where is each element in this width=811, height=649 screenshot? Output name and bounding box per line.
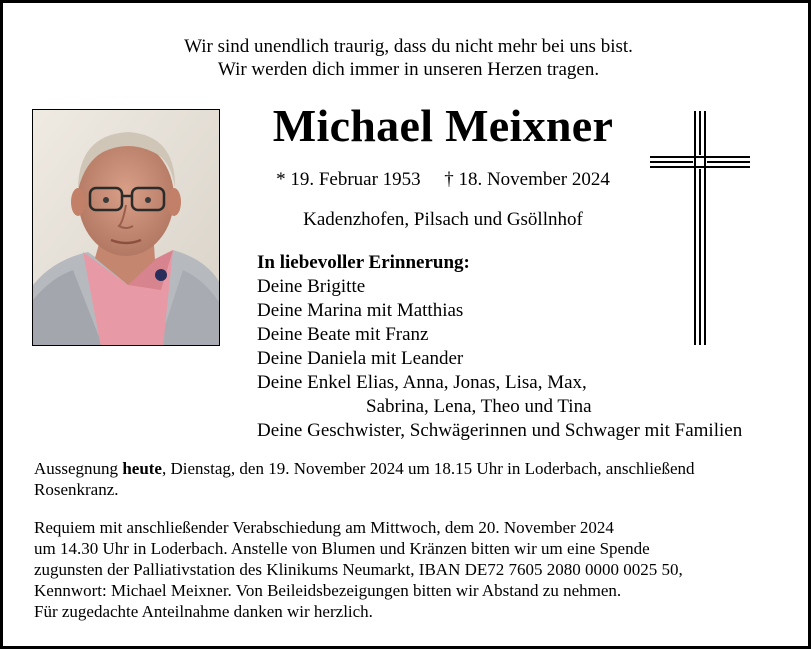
requiem-paragraph — [34, 517, 683, 622]
blessing-line-2: Rosenkranz. — [34, 480, 119, 499]
birth-date: * 19. Februar 1953 — [276, 169, 421, 190]
life-dates — [248, 169, 638, 191]
blessing-prefix: Aussegnung — [34, 459, 123, 478]
blessing-highlight: heute — [122, 459, 162, 478]
deceased-name: Michael Meixner — [272, 100, 614, 151]
mourner-line: Deine Brigitte — [257, 276, 366, 297]
mourner-line: Sabrina, Lena, Theo und Tina — [366, 396, 592, 417]
requiem-line: zugunsten der Palliativstation des Klinikums Neumarkt, IBAN DE72 7605 2080 0000 0025 50, — [34, 560, 683, 579]
portrait-photo — [32, 109, 220, 346]
blessing-paragraph — [34, 458, 695, 500]
mourner-line: Deine Marina mit Matthias — [257, 300, 464, 321]
requiem-line: Für zugedachte Anteilnahme danken wir herzlich. — [34, 602, 373, 621]
requiem-line: Kennwort: Michael Meixner. Von Beileidsbezeigungen bitten wir Abstand zu nehmen. — [34, 581, 622, 600]
home-places: Kadenzhofen, Pilsach und Gsöllnhof — [303, 209, 583, 230]
motto-line-2: Wir werden dich immer in unseren Herzen tragen. — [217, 59, 600, 80]
mourner-line: Deine Daniela mit Leander — [257, 348, 464, 369]
mourners-heading: In liebevoller Erinnerung: — [257, 252, 470, 273]
death-date: † 18. November 2024 — [444, 169, 610, 190]
requiem-line: Requiem mit anschließender Verabschiedung am Mittwoch, dem 20. November 2024 — [34, 518, 614, 537]
requiem-line: um 14.30 Uhr in Loderbach. Anstelle von Blumen und Kränzen bitten wir um eine Spende — [34, 539, 650, 558]
motto-line-1: Wir sind unendlich traurig, dass du nicht mehr bei uns bist. — [184, 36, 633, 57]
mourner-line: Deine Enkel Elias, Anna, Jonas, Lisa, Max, — [257, 372, 587, 393]
mourner-line: Deine Geschwister, Schwägerinnen und Schwager mit Familien — [257, 420, 743, 441]
latin-cross-icon — [648, 109, 752, 347]
mourner-line: Deine Beate mit Franz — [257, 324, 429, 345]
blessing-text: , Dienstag, den 19. November 2024 um 18.15 Uhr in Loderbach, anschließend — [161, 459, 695, 478]
